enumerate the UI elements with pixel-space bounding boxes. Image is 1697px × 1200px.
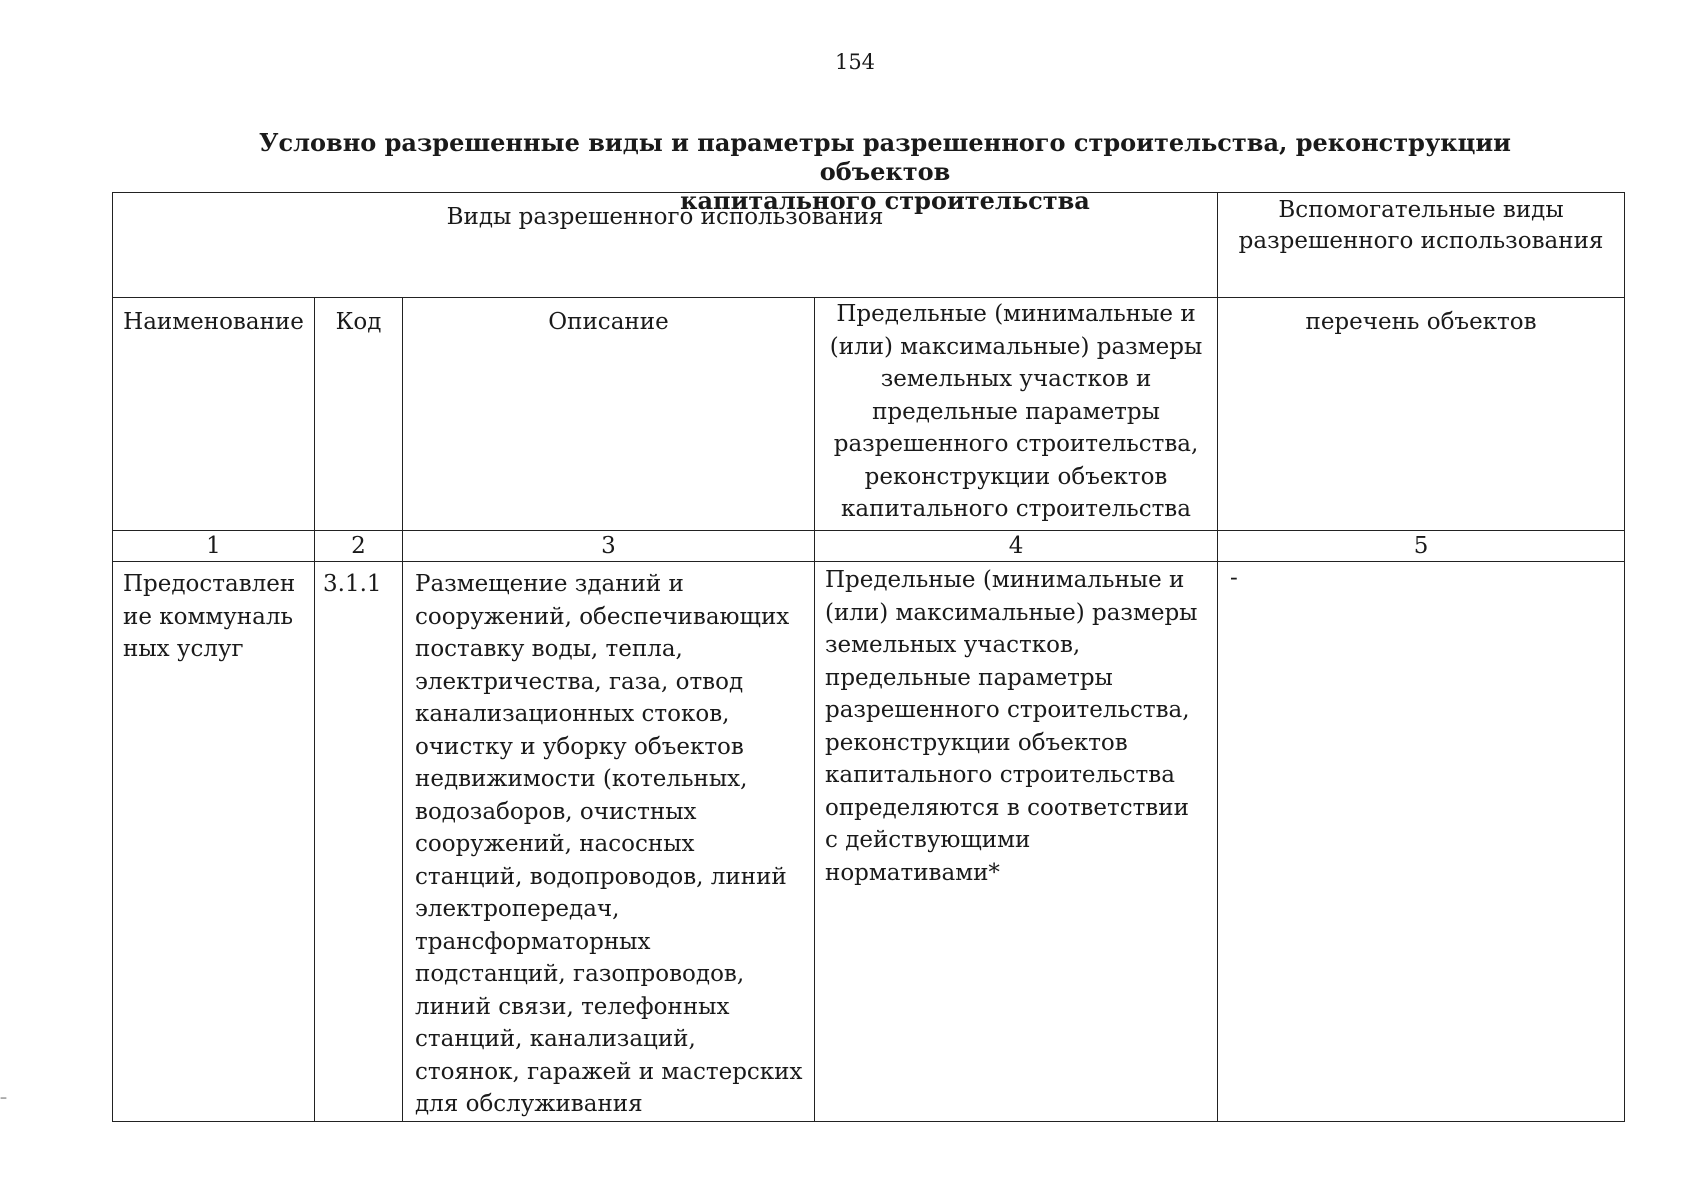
- header-limits: Предельные (минимальные и (или) максимальные) размеры земельных участков и предельные параметры разрешенного строительства, реконструкции объектов капитального строительства: [815, 298, 1218, 531]
- header-name: Наименование: [113, 298, 315, 531]
- title-line-2: капитального строительства: [680, 186, 1090, 215]
- header-description: Описание: [403, 298, 815, 531]
- permitted-use-table: [112, 192, 1625, 1122]
- table-header-row-columns: [113, 298, 1625, 531]
- column-number-3: 3: [403, 531, 815, 562]
- scan-margin-mark: –: [0, 1090, 7, 1106]
- cell-use-description: Размещение зданий и сооружений, обеспечивающих поставку воды, тепла, электричества, газа, отвод канализационных стоков, очистку и уборку объектов недвижимости (котельных, водозаборов, очистных сооружений, насосных станций, водопроводов, линий электропередач, трансформаторных подстанций, газопроводов, линий связи, телефонных станций, канализаций, стоянок, гаражей и мастерских для обслуживания: [403, 562, 815, 1122]
- header-permitted-uses: Виды разрешенного использования: [113, 193, 1218, 298]
- table-column-number-row: [113, 531, 1625, 562]
- header-object-list: перечень объектов: [1218, 298, 1625, 531]
- header-code: Код: [315, 298, 403, 531]
- column-number-2: 2: [315, 531, 403, 562]
- column-number-4: 4: [815, 531, 1218, 562]
- table-header-row-group: [113, 193, 1625, 298]
- cell-auxiliary-objects: -: [1218, 562, 1625, 1122]
- column-number-5: 5: [1218, 531, 1625, 562]
- column-number-1: 1: [113, 531, 315, 562]
- header-auxiliary-uses: Вспомогательные виды разрешенного использования: [1218, 193, 1625, 298]
- cell-use-name: Предоставление коммунальных услуг: [113, 562, 315, 1122]
- cell-use-code: 3.1.1: [315, 562, 403, 1122]
- title-line-1: Условно разрешенные виды и параметры разрешенного строительства, реконструкции объектов: [259, 128, 1511, 186]
- cell-use-limits: Предельные (минимальные и (или) максимальные) размеры земельных участков, предельные параметры разрешенного строительства, реконструкции объектов капитального строительства определяются в соответствии с действующими нормативами*: [815, 562, 1218, 1122]
- page-number: 154: [834, 50, 876, 74]
- table-row: [113, 562, 1625, 1122]
